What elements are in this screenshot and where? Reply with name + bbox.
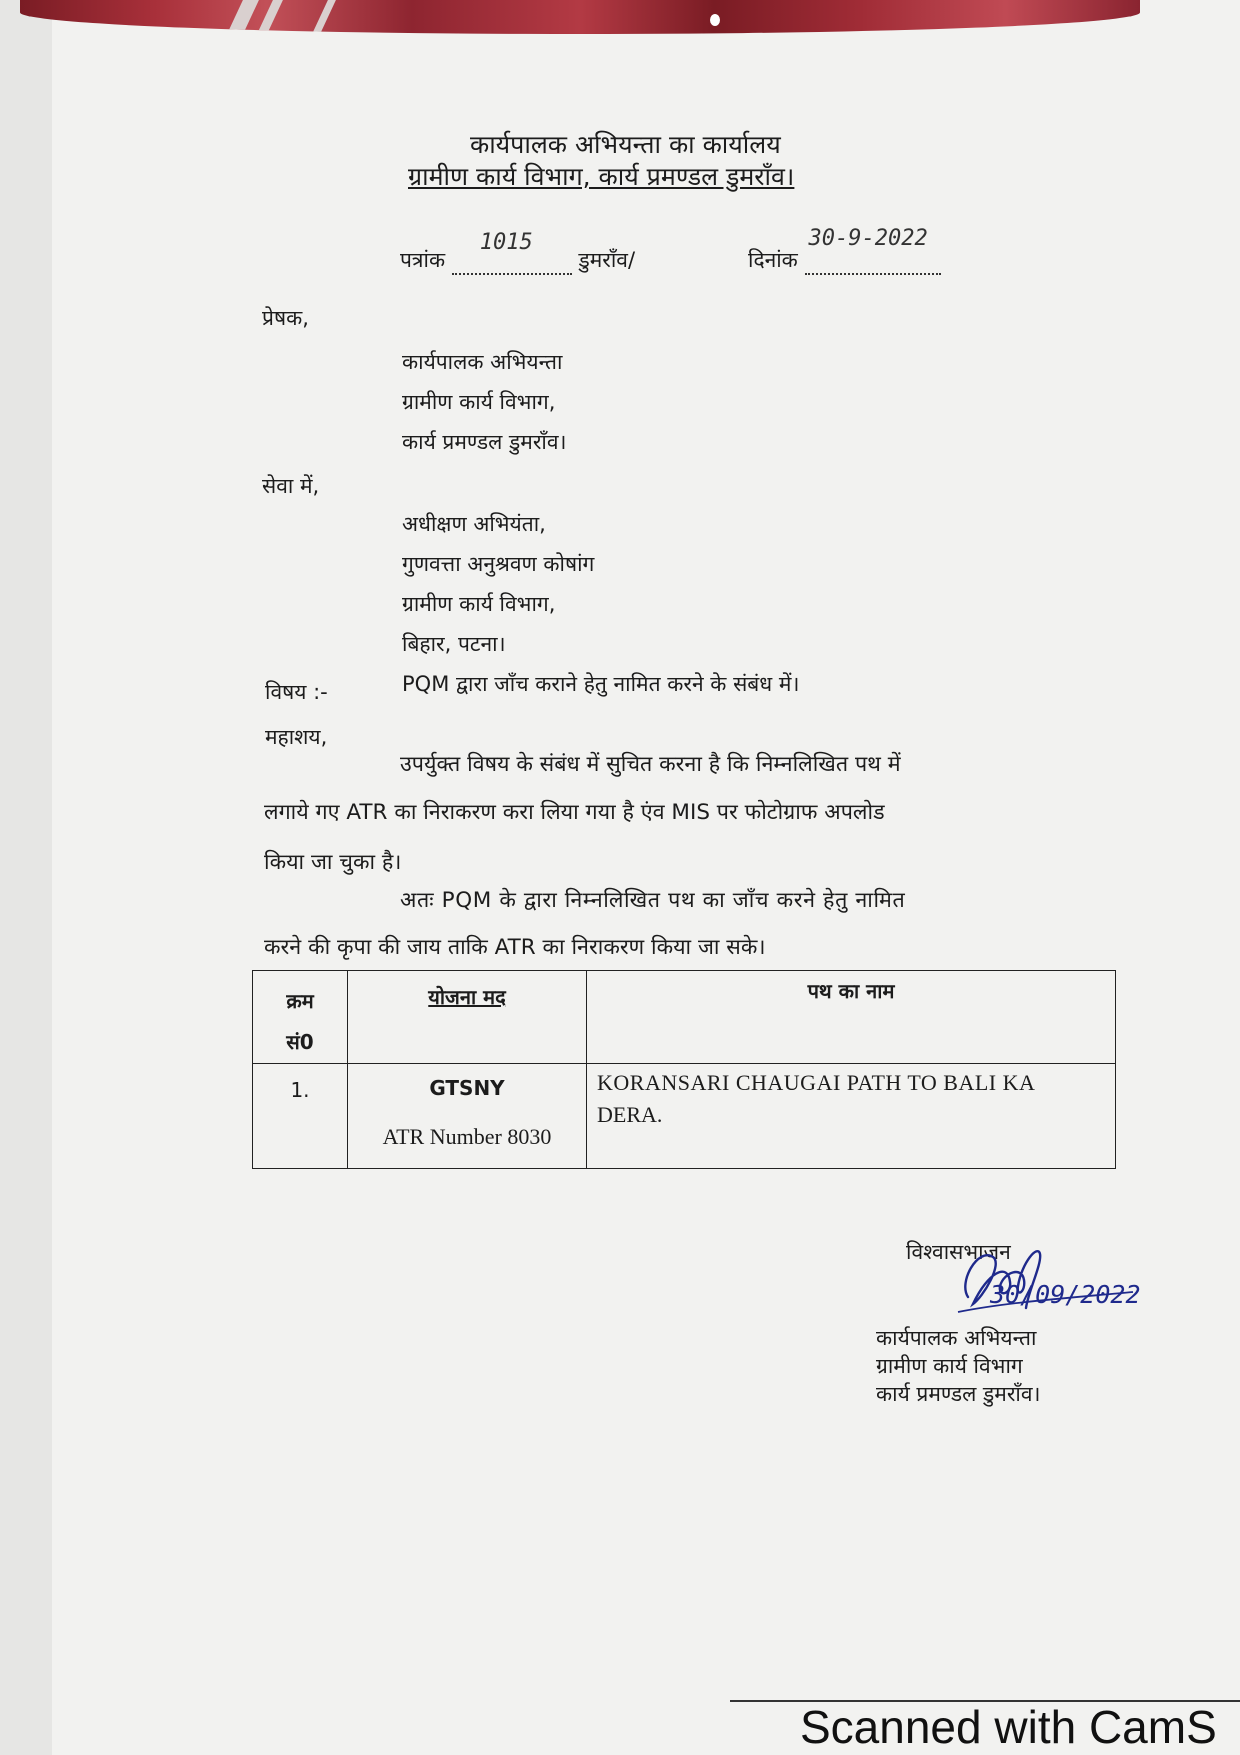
patrank-value: 1015 (479, 230, 533, 255)
dinank-label: दिनांक (748, 248, 798, 272)
closing-label: विश्वासभाजन (906, 1240, 1011, 1264)
serial-cell (253, 1064, 348, 1169)
letterhead-line-2: ग्रामीण कार्य विभाग, कार्य प्रमण्डल डुमराँव। (408, 162, 795, 191)
table-header-row (253, 971, 1116, 1064)
salutation: महाशय, (265, 725, 328, 749)
place-name: डुमराँव/ (578, 248, 636, 272)
body-paragraph-2-line: अतः PQM के द्वारा निम्नलिखित पथ का जाँच करने हेतु नामित (400, 888, 906, 913)
sender-line: कार्यपालक अभियन्ता (402, 350, 563, 374)
scheme-header (348, 971, 587, 1064)
subject-text: PQM द्वारा जाँच कराने हेतु नामित करने के संबंध में। (402, 672, 800, 696)
dinank-value: 30-9-2022 (808, 226, 928, 251)
closing-line: कार्यपालक अभियन्ता (876, 1326, 1037, 1350)
sender-line: कार्य प्रमण्डल डुमराँव। (402, 430, 567, 454)
recipient-line: बिहार, पटना। (402, 632, 506, 656)
closing-line: कार्य प्रमण्डल डुमराँव। (876, 1382, 1041, 1406)
body-paragraph-1-line: उपर्युक्त विषय के संबंध में सुचित करना है कि निम्नलिखित पथ में (400, 752, 901, 777)
patrank-label: पत्रांक (400, 248, 446, 272)
body-paragraph-2-line: करने की कृपा की जाय ताकि ATR का निराकरण किया जा सके। (264, 935, 766, 960)
recipient-line: अधीक्षण अभियंता, (402, 512, 546, 536)
road-header-text: पथ का नाम (807, 979, 895, 1003)
sender-label: प्रेषक, (262, 306, 309, 330)
serial-header-line: क्रम (286, 989, 314, 1013)
subject-label: विषय :- (265, 680, 328, 704)
date-line (748, 226, 941, 275)
letterhead-line-1: कार्यपालक अभियन्ता का कार्यालय (470, 130, 781, 159)
recipient-label: सेवा में, (262, 474, 320, 498)
scheme-value: GTSNY (429, 1076, 505, 1100)
serial-header (253, 971, 348, 1064)
body-paragraph-1-line: लगाये गए ATR का निराकरण करा लिया गया है एंव MIS पर फोटोग्राफ अपलोड (264, 800, 885, 825)
signature-date: 30/09/2022 (990, 1280, 1141, 1309)
sender-line: ग्रामीण कार्य विभाग, (402, 390, 556, 414)
road-cell (587, 1064, 1116, 1169)
reference-line (400, 230, 636, 275)
road-table (252, 970, 1116, 1169)
scheme-header-text: योजना मद (428, 985, 506, 1009)
serial-value: 1. (290, 1078, 310, 1102)
serial-header-line: सं0 (286, 1030, 314, 1054)
body-paragraph-1-line: किया जा चुका है। (264, 850, 402, 875)
atr-number: ATR Number 8030 (382, 1124, 552, 1149)
scanner-watermark: Scanned with CamS (800, 1701, 1217, 1753)
road-name-line: KORANSARI CHAUGAI PATH TO BALI KA (597, 1070, 1036, 1095)
recipient-line: ग्रामीण कार्य विभाग, (402, 592, 556, 616)
closing-line: ग्रामीण कार्य विभाग (876, 1354, 1023, 1378)
road-name-line: DERA. (597, 1102, 663, 1127)
table-row (253, 1064, 1116, 1169)
scheme-cell (348, 1064, 587, 1169)
road-header (587, 971, 1116, 1064)
recipient-line: गुणवत्ता अनुश्रवण कोषांग (402, 552, 595, 576)
